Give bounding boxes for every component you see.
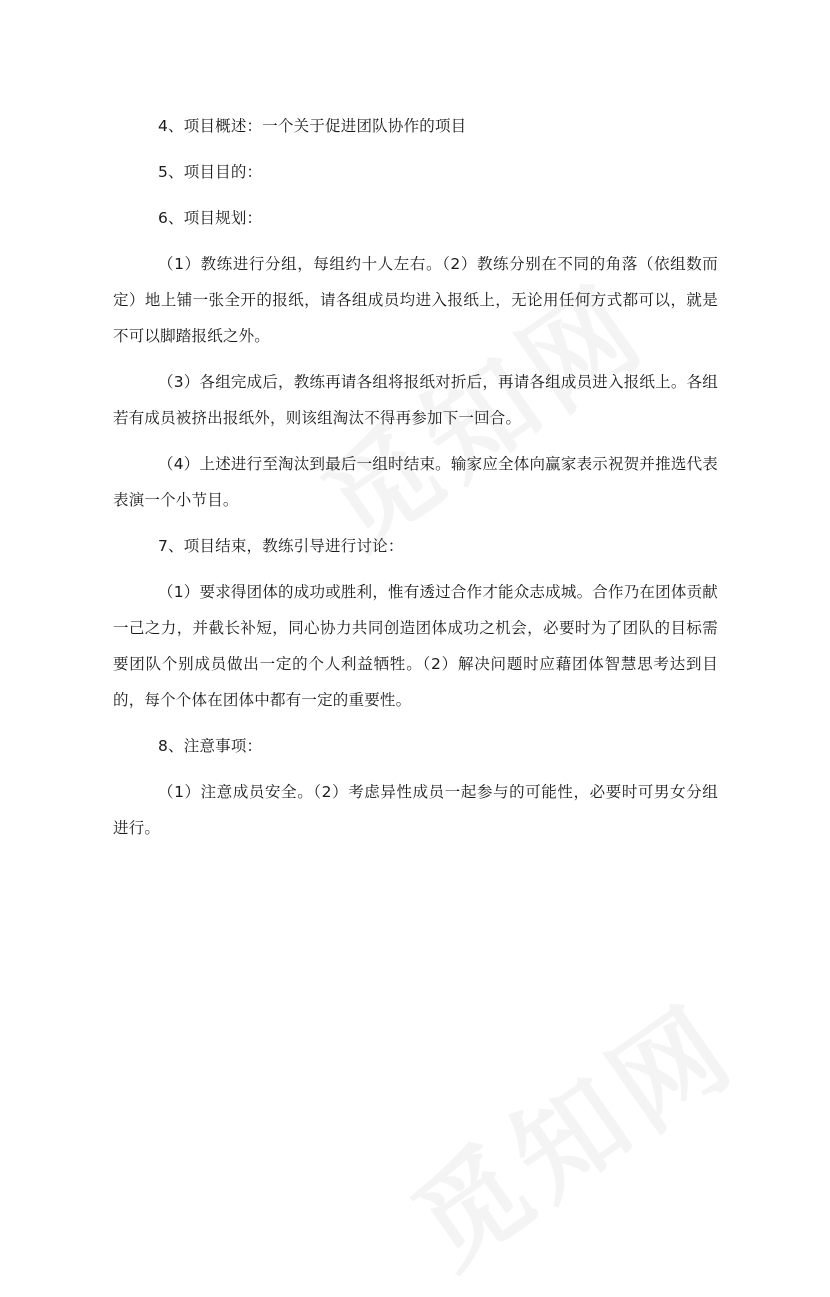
plan-paragraph-3: （4）上述进行至淘汰到最后一组时结束。输家应全体向赢家表示祝贺并推选代表表演一个小节目。 [113,455,718,509]
document-body [113,108,718,856]
plan-paragraph-1: （1）教练进行分组，每组约十人左右。（2）教练分别在不同的角落（依组数而定）地上铺一张全开的报纸，请各组成员均进入报纸上，无论用任何方式都可以，就是不可以脚踏报纸之外。 [113,255,718,345]
section-heading-discussion: 7、项目结束，教练引导进行讨论： [158,537,404,555]
notes-paragraph: （1）注意成员安全。（2）考虑异性成员一起参与的可能性，必要时可男女分组进行。 [113,783,718,837]
plan-paragraph-2: （3）各组完成后，教练再请各组将报纸对折后，再请各组成员进入报纸上。各组若有成员被挤出报纸外，则该组淘汰不得再参加下一回合。 [113,373,718,427]
section-heading-plan: 6、项目规划： [158,209,263,227]
section-heading-purpose: 5、项目目的： [158,163,263,181]
section-heading-notes: 8、注意事项： [158,737,263,755]
watermark [377,961,763,1297]
section-heading-overview: 4、项目概述：一个关于促进团队协作的项目 [158,117,467,135]
discussion-paragraph: （1）要求得团体的成功或胜利，惟有透过合作才能众志成城。合作乃在团体贡献一己之力，并截长补短，同心协力共同创造团体成功之机会，必要时为了团队的目标需要团队个别成员做出一定的个人利益牺牲。（2）解决问题时应藉团体智慧思考达到目的，每个个体在团体中都有一定的重要性。 [113,583,718,709]
